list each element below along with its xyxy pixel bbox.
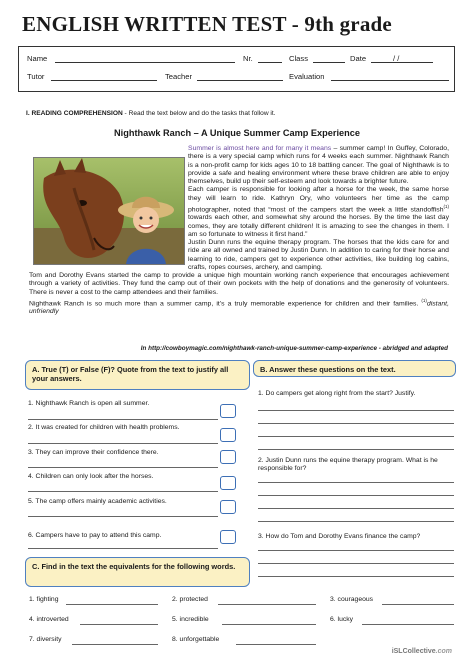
article-paragraph-4: Tom and Dorothy Evans started the camp to provide a unique high mountain working ranch experience that encourages achievement through a variety of activities. They fund the camp out of their own pockets with the help of donations and the generosity of volunteers. There is never a cost to the camp attendees and their families. bbox=[29, 272, 449, 296]
nr-field[interactable] bbox=[258, 54, 282, 63]
tf-answer-line-2[interactable] bbox=[28, 443, 218, 444]
question-2: 2. Justin Dunn runs the equine therapy program. What is he responsible for? bbox=[258, 457, 438, 473]
class-field[interactable] bbox=[313, 54, 345, 63]
equivalent-answer-4[interactable] bbox=[80, 624, 158, 625]
article-p2-a: Each camper is responsible for looking after a horse for the week, the same horse they will learn to ride. Kathryn Ory, who volunteers her time as the camp photographer, noted that “most of the campers start the week a little standoffish bbox=[188, 186, 449, 214]
nr-label: Nr. bbox=[243, 54, 253, 63]
article-title: Nighthawk Ranch – A Unique Summer Camp Experience bbox=[114, 128, 360, 138]
reading-instruction bbox=[26, 110, 276, 117]
equivalent-answer-2[interactable] bbox=[218, 604, 316, 605]
q3-answer-line-3[interactable] bbox=[258, 576, 454, 577]
equivalent-answer-3[interactable] bbox=[382, 604, 454, 605]
section-a-heading: A. True (T) or False (F)? Quote from the text to justify all your answers. bbox=[25, 360, 250, 390]
student-info-box bbox=[18, 46, 455, 92]
article-body bbox=[29, 145, 449, 317]
q2-answer-line-4[interactable] bbox=[258, 521, 454, 522]
tf-answer-line-3[interactable] bbox=[28, 467, 218, 468]
equivalent-word-3: 3. courageous bbox=[330, 596, 374, 603]
question-3: 3. How do Tom and Dorothy Evans finance the camp? bbox=[258, 533, 421, 540]
tutor-field[interactable] bbox=[51, 72, 157, 81]
q1-answer-line-2[interactable] bbox=[258, 423, 454, 424]
evaluation-label: Evaluation bbox=[289, 72, 325, 81]
islcollective-watermark bbox=[392, 648, 452, 655]
equivalent-word-5: 5. incredible bbox=[172, 616, 209, 623]
q1-answer-line-1[interactable] bbox=[258, 410, 454, 411]
tutor-label: Tutor bbox=[27, 72, 45, 81]
article-p5: Nighthawk Ranch is so much more than a summer camp, it’s a truly memorable experience for children and their families. bbox=[29, 300, 419, 308]
equivalent-answer-6[interactable] bbox=[362, 624, 454, 625]
q3-answer-line-1[interactable] bbox=[258, 550, 454, 551]
q3-answer-line-2[interactable] bbox=[258, 563, 454, 564]
name-field[interactable] bbox=[55, 54, 235, 63]
q2-answer-line-3[interactable] bbox=[258, 508, 454, 509]
q2-answer-line-2[interactable] bbox=[258, 495, 454, 496]
tf-item-1: 1. Nighthawk Ranch is open all summer. bbox=[28, 400, 150, 407]
equivalent-answer-8[interactable] bbox=[236, 644, 316, 645]
q2-answer-line-1[interactable] bbox=[258, 482, 454, 483]
equivalent-word-1: 1. fighting bbox=[29, 596, 59, 603]
article-highlight: Summer is almost here and for many it means bbox=[188, 145, 332, 152]
article-p1-rest: – summer camp! In Guffey, Colorado, there is a very special camp which runs for 4 weeks each summer. Nighthawk Ranch is a non-profit camp for kids ages 10 to 18 battling cancer. The goal of Nighthawk is to provide a safe and healing environment where these brave children are able to enjoy themselves, build up their self-esteem and look towards a brighter future. bbox=[188, 145, 449, 185]
equivalent-word-6: 6. lucky bbox=[330, 616, 354, 623]
tf-answer-box-4[interactable] bbox=[220, 476, 236, 490]
watermark-suffix: .com bbox=[435, 648, 452, 655]
tf-answer-box-3[interactable] bbox=[220, 450, 236, 464]
evaluation-field[interactable] bbox=[331, 72, 449, 81]
q1-answer-line-4[interactable] bbox=[258, 449, 454, 450]
tf-answer-box-6[interactable] bbox=[220, 530, 236, 544]
tf-item-5: 5. The camp offers mainly academic activities. bbox=[28, 498, 167, 505]
instruction-rest: - Read the text below and do the tasks that follow it. bbox=[122, 110, 276, 117]
source-citation: In http://cowboymagic.com/nighthawk-ranch-unique-summer-camp-experience - abridged and adapted bbox=[140, 345, 448, 352]
date-field[interactable] bbox=[371, 54, 433, 63]
tf-item-3: 3. They can improve their confidence there. bbox=[28, 449, 159, 456]
name-label: Name bbox=[27, 54, 48, 63]
tf-answer-line-4[interactable] bbox=[28, 491, 218, 492]
article-paragraph-5 bbox=[29, 297, 449, 317]
tf-item-2: 2. It was created for children with health problems. bbox=[28, 424, 180, 431]
section-b-heading: B. Answer these questions on the text. bbox=[253, 360, 456, 377]
footnote-mark: (1) bbox=[421, 297, 427, 303]
tf-answer-box-2[interactable] bbox=[220, 428, 236, 442]
teacher-label: Teacher bbox=[165, 72, 193, 81]
equivalent-word-8: 8. unforgettable bbox=[172, 636, 220, 643]
info-row-2 bbox=[27, 72, 448, 86]
equivalent-answer-5[interactable] bbox=[222, 624, 316, 625]
photo-spacer bbox=[29, 145, 188, 268]
info-row-1 bbox=[27, 54, 448, 68]
tf-answer-box-1[interactable] bbox=[220, 404, 236, 418]
tf-answer-line-1[interactable] bbox=[28, 419, 218, 420]
article-paragraph-3: Justin Dunn runs the equine therapy program. The horses that the kids care for and ride are all owned and trained by Justin Dunn. In addition to caring for their horse and learning to ride, campers get to experience other activities, like building log cabins, crafts, ropes courses, archery, and camping. bbox=[188, 239, 449, 271]
tf-item-6: 6. Campers have to pay to attend this camp. bbox=[28, 532, 162, 539]
section-c-heading: C. Find in the text the equivalents for the following words. bbox=[25, 557, 250, 587]
equivalent-answer-1[interactable] bbox=[66, 604, 158, 605]
tf-answer-line-5[interactable] bbox=[28, 516, 218, 517]
date-label: Date bbox=[350, 54, 367, 63]
equivalent-word-2: 2. protected bbox=[172, 596, 208, 603]
footnote-ref: (1) bbox=[443, 203, 449, 209]
tf-item-4: 4. Children can only look after the horses. bbox=[28, 473, 154, 480]
equivalent-answer-7[interactable] bbox=[72, 644, 158, 645]
teacher-field[interactable] bbox=[197, 72, 283, 81]
class-label: Class bbox=[289, 54, 308, 63]
date-slashes: / / bbox=[393, 54, 400, 63]
question-1: 1. Do campers get along right from the start? Justify. bbox=[258, 390, 416, 397]
watermark-brand: iSLCollective bbox=[391, 648, 436, 655]
instruction-bold: I. READING COMPREHENSION bbox=[26, 110, 123, 117]
tf-answer-box-5[interactable] bbox=[220, 500, 236, 514]
equivalent-word-4: 4. introverted bbox=[29, 616, 69, 623]
tf-answer-line-6[interactable] bbox=[28, 548, 218, 549]
q1-answer-line-3[interactable] bbox=[258, 436, 454, 437]
article-p2-b: towards each other, and somewhat shy around the horses. By the time the last day comes, they are totally different children! It is amazing to see the changes in them. I am so fortunate to witness it first hand.” bbox=[188, 214, 449, 238]
equivalent-word-7: 7. diversity bbox=[29, 636, 62, 643]
footnote-text: distant, unfriendly bbox=[29, 300, 449, 316]
test-title: ENGLISH WRITTEN TEST - 9th grade bbox=[22, 12, 392, 36]
